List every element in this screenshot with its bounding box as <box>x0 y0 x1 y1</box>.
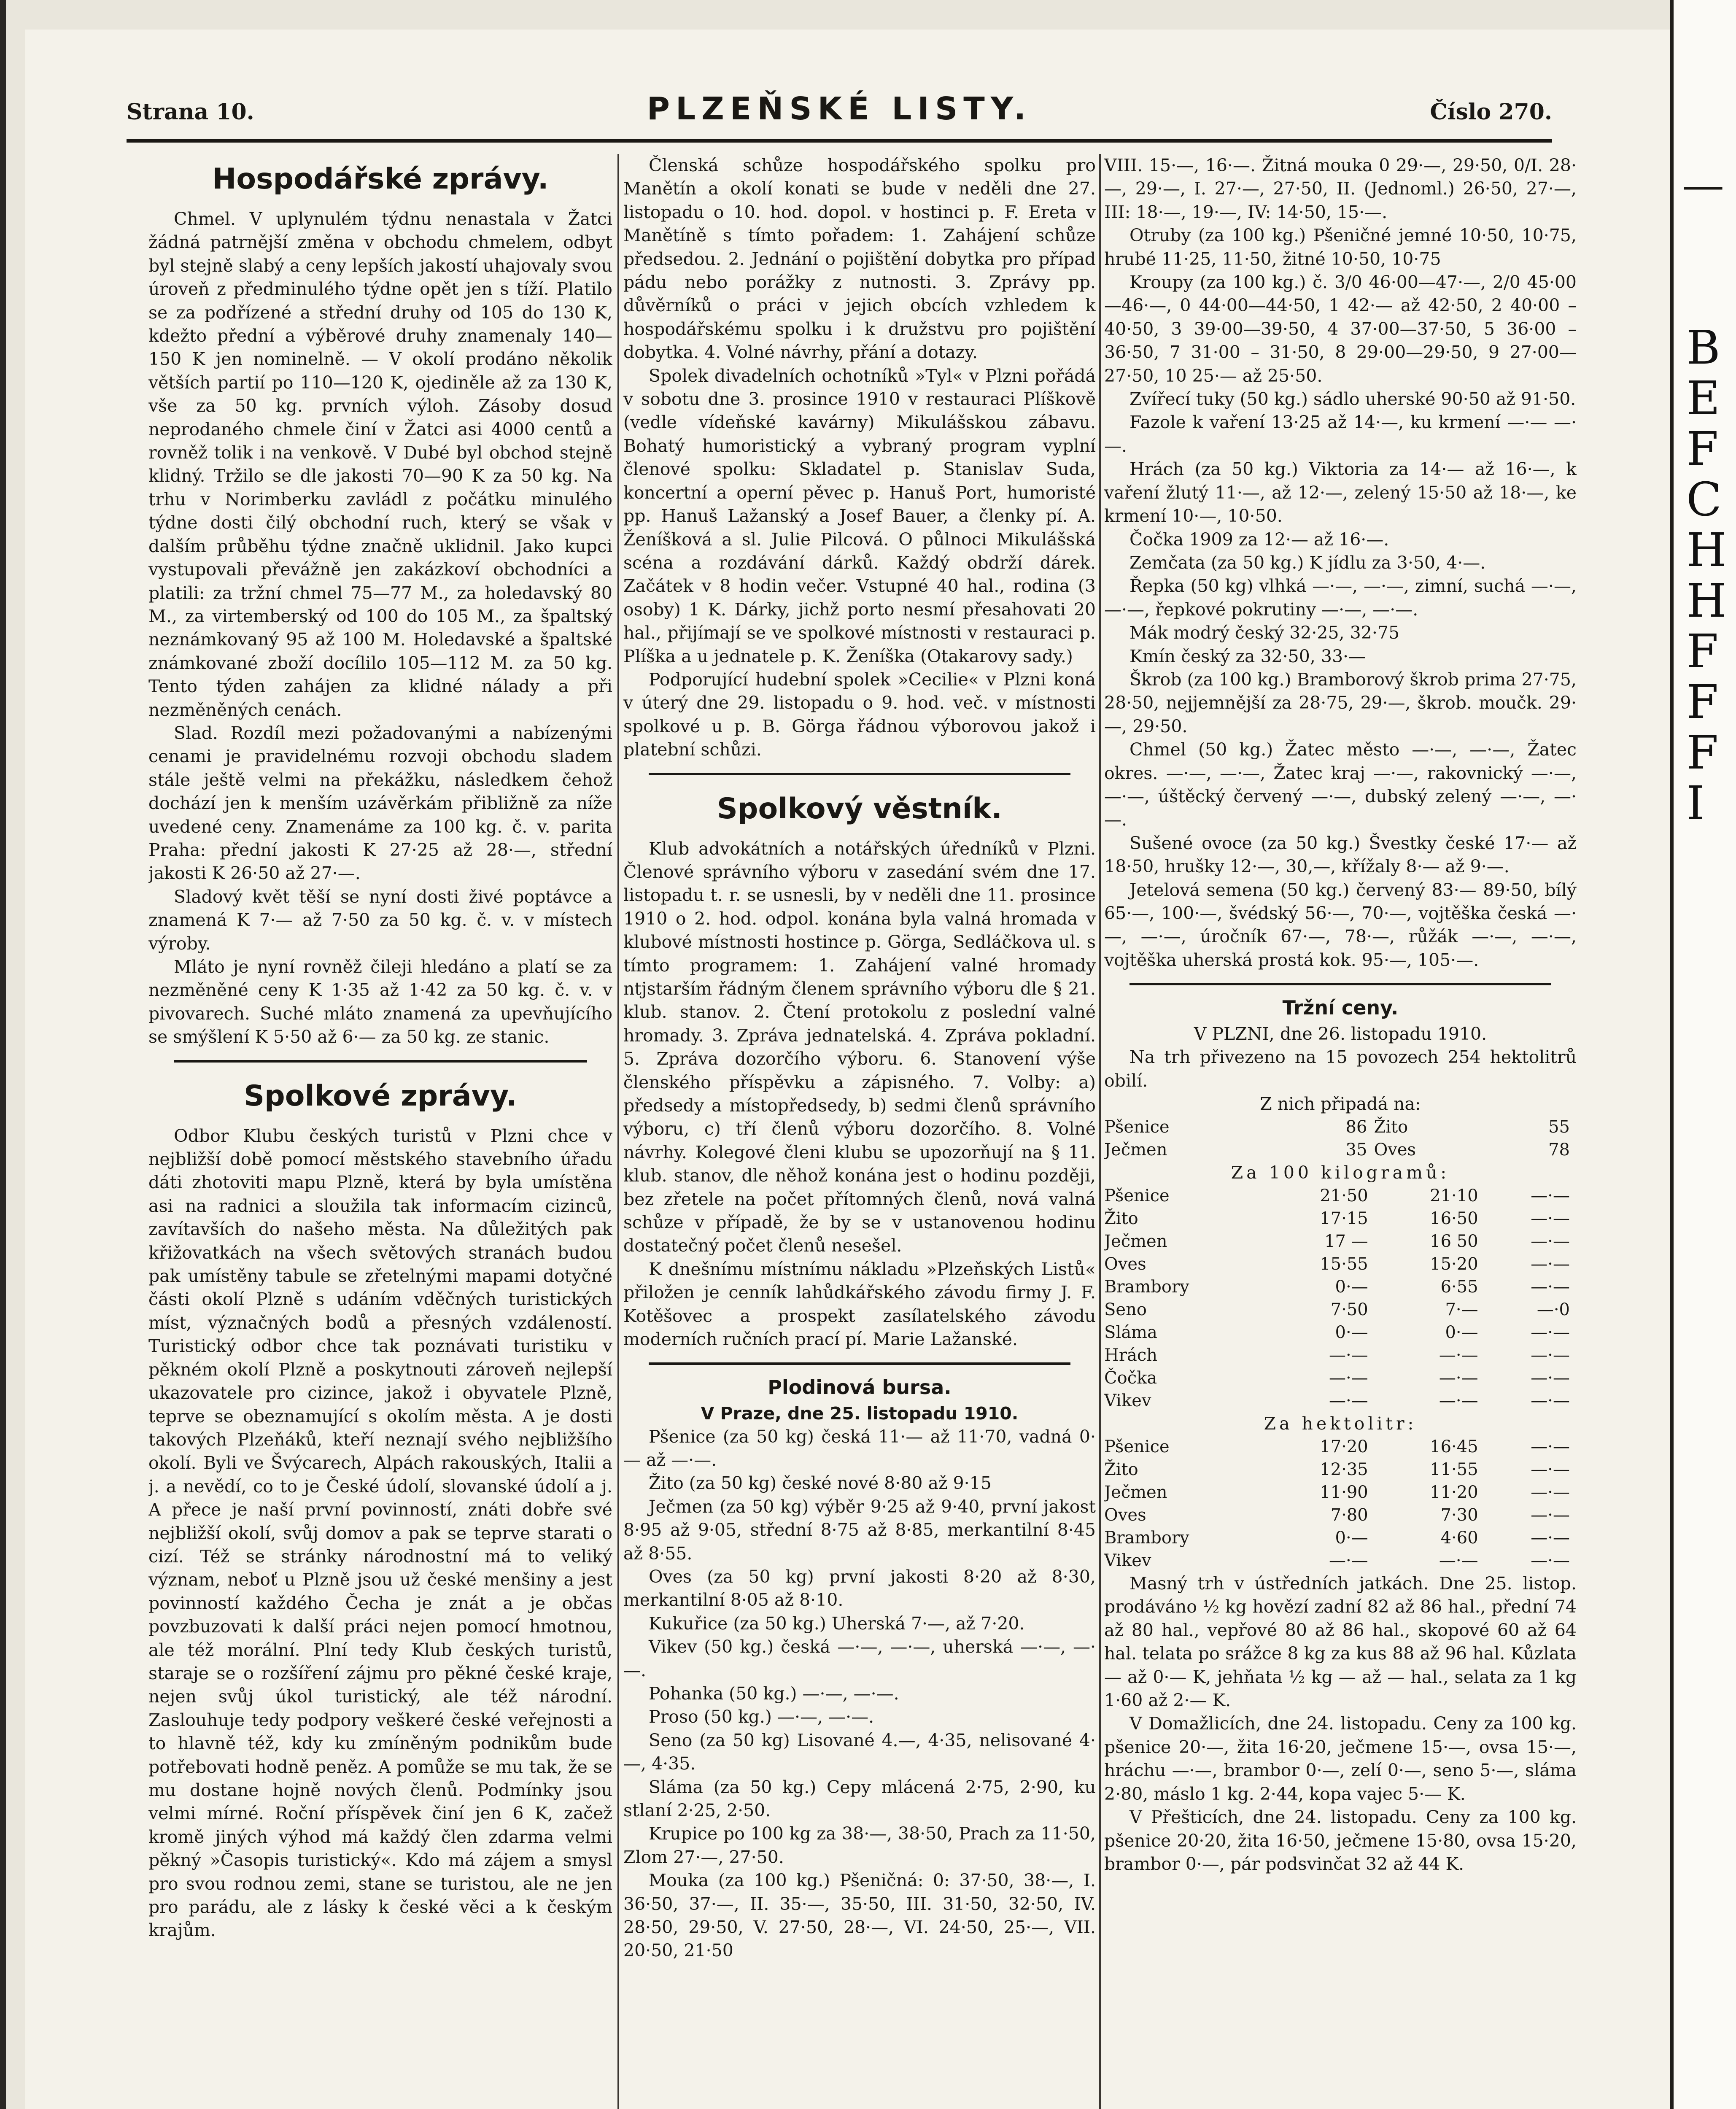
table-cell: —·— <box>1531 1232 1570 1251</box>
table-row <box>1104 1389 1577 1412</box>
price-entry: Čočka 1909 za 12·— až 16·—. <box>1129 529 1389 550</box>
table-cell: 16·50 <box>1430 1209 1478 1229</box>
table-cell: Žito <box>1104 1460 1138 1480</box>
table-cell: Oves <box>1104 1505 1146 1525</box>
section-title-bursa: Plodinová bursa. <box>768 1375 952 1399</box>
table-row <box>1104 1116 1577 1138</box>
table-cell: 0·— <box>1445 1323 1478 1343</box>
table-cell: Žito <box>1104 1209 1138 1229</box>
table-cell: 86 <box>1345 1117 1367 1137</box>
table-cell: Hrách <box>1104 1346 1158 1365</box>
table-cell: 11·55 <box>1430 1460 1478 1480</box>
table-cell: 17 — <box>1324 1232 1368 1251</box>
article-paragraph: Podporující hudební spolek »Cecilie« v Plzni koná v úterý dne 29. listopadu o 9. hod. več. v místnosti spolkové u p. B. Görga řádnou výborovou jakož i platební schůzi. <box>623 669 1096 760</box>
column-1 <box>148 154 612 2109</box>
strip-letter: C <box>1686 472 1722 526</box>
market-subhead: Z nich připadá na: <box>1260 1094 1421 1114</box>
price-entry: Chmel (50 kg.) Žatec město —·—, —·—, Žatec okres. —·—, —·—, Žatec kraj —·—, rakovnický —·—, —·—, úštěcký červený —·—, dubský zelený —·—, —·—. <box>1104 739 1577 830</box>
price-entry: Kukuřice (za 50 kg.) Uherská 7·—, až 7·20. <box>649 1613 1025 1634</box>
price-entry: Oves (za 50 kg) první jakosti 8·20 až 8·30, merkantilní 8·05 až 8·10. <box>623 1566 1096 1610</box>
table-cell: 78 <box>1548 1140 1570 1160</box>
article-paragraph: Klub advokátních a notářských úředníků v Plzni. Členové správního výboru v zasedání svém dne 17. listopadu t. r. se usnesli, by v neděli dne 11. prosince 1910 o 2. hod. odpol. konána byla valná hromada v klubové místnosti hostince p. Görga, Sedláčkova ul. s tímto programem: 1. Zahájení valné hromady ntjstarším řádným členem správního výboru dle § 21. klub. stanov. 2. Čtení protokolu z poslední valné hromady. 3. Zpráva jednatelská. 4. Zpráva pokladní. 5. Zpráva dozorčího výboru. 6. Stanovení výše členského příspěvku a zápisného. 7. Volby: a) předsedy a místopředsedy, b) sedmi členů správního výboru, c) tří členů výboru dozorčího. 8. Volné návrhy. Kolegové členi klubu se upozorňují na § 11. klub. stanov, dle něhož konána jest o hodinu později, bez zřetele na počet přítomných členů, nová valná schůze v případě, že by se v ustanovenou hodinu dostatečný počet členů nesešel. <box>623 838 1096 1256</box>
table-cell: —·— <box>1531 1254 1570 1274</box>
section-title-trzni-ceny: Tržní ceny. <box>1282 996 1399 1019</box>
table-cell: 15·55 <box>1320 1254 1368 1274</box>
table-cell: —·— <box>1329 1551 1368 1571</box>
table-cell: Vikev <box>1104 1391 1151 1411</box>
table-cell: —·— <box>1439 1368 1478 1388</box>
section-title-hospodarske: Hospodářské zprávy. <box>212 162 549 196</box>
price-table-kg <box>1104 1184 1577 1412</box>
article-paragraph: Odbor Klubu českých turistů v Plzni chce v nejbližší době pomocí městského stavebního úřadu dáti zhotoviti mapu Plzně, která by byla umístěna asi na radnici a sloužila tak informacím cizinců, zavítavších do našeho města. Na důležitých pak křižovatkách na všech světových stranách budou pak umístěny tabule se zřetelnými mapami dotyčné části okolí Plzně s udáním vděčných turistických míst, význačných bodů a přesných vzdáleností. Turistický odbor chce tak poznávati turistiku v pěkném okolí Plzně a poskytnouti zároveň nejlepší ukazovatele pro cizince, jakož i obyvatele Plzně, teprve se obeznamující s okolím města. A je dosti takových Plzeňáků, kteří neznají svého nejbližšího okolí. Byli ve Švýcarech, Alpách rakouských, Italii a j. a nevědí, co to je České údolí, slovanské údolí a j. A přece je naší první povinností, znáti dobře své nejbližší okolí, svůj domov a pak se teprve starati o cizí. Též se stránky národnostní má to veliký význam, neboť u Plzně jsou už české menšiny a jest povinností každého Čecha je znát a je občas povzbuzovati k další práci nejen pomocí hmotnou, ale též morální. Plní tedy Klub českých turistů, staraje se o rozšíření zájmu pro pěkné české kraje, nejen svůj úkol turistický, ale též národní. Zaslouhuje tedy podpory veškeré české veřejnosti a to hlavně též, kdy ku zmíněným podnikům bude potřebovati hodně peněz. A pomůže se mu tak, že se mu dostane hojně nových členů. Podmínky jsou velmi mírné. Roční příspěvek činí jen 6 K, začež kromě jiných výhod má každý člen zdarma velmi pěkný »Časopis turistický«. Kdo má zájem a smysl pro svou rodnou zemi, stane se turistou, ale ne jen pro parádu, ale z lásky k české věci a k českým krajům. <box>148 1125 612 1941</box>
table-cell: —·— <box>1531 1391 1570 1411</box>
adjacent-page-strip <box>1670 0 1736 2109</box>
table-row <box>1104 1253 1577 1276</box>
table-row <box>1104 1367 1577 1389</box>
strip-letter: E <box>1686 371 1720 425</box>
price-entry: Řepka (50 kg) vlhká —·—, —·—, zimní, suchá —·—, —·—, řepkové pokrutiny —·—, —·—. <box>1104 576 1577 620</box>
column-rule <box>1099 154 1101 2109</box>
table-cell: 21·10 <box>1430 1186 1478 1206</box>
table-caption: Za 100 kilogramů: <box>1231 1162 1450 1183</box>
article-paragraph: Sladový květ těší se nyní dosti živé poptávce a znamená K 7·— až 7·50 za 50 kg. č. v. v místech výroby. <box>148 886 612 954</box>
table-row <box>1104 1207 1577 1230</box>
article-paragraph: Spolek divadelních ochotníků »Tyl« v Plzni pořádá v sobotu dne 3. prosince 1910 v restauraci Plíškově (vedle vídeňské kavárny) Mikulášskou zábavu. Bohatý humoristický a vybraný program vyplní členové spolku: Skladatel p. Stanislav Suda, koncertní a operní pěvec p. Hanuš Port, humoristé pp. Hanuš Lažanský a Josef Bauer, a členky pí. A. Ženíšková a sl. Julie Pilcová. O půlnoci Mikulášská scéna a rozdávání dárků. Každý obdrží dárek. Začátek v 8 hodin večer. Vstupné 40 hal., rodina (3 osoby) 1 K. Dárky, jichž porto nesmí přesahovati 20 hal., přijímají se ve spolkové místnosti v restauraci p. Plíška a u jednatele p. K. Ženíška (Otakarovy sady.) <box>623 365 1096 666</box>
table-cell: —·— <box>1531 1209 1570 1229</box>
table-cell: Ječmen <box>1104 1232 1167 1251</box>
strip-dash: — <box>1682 160 1724 210</box>
page-header <box>127 82 1552 133</box>
table-cell: 7·50 <box>1330 1300 1368 1320</box>
price-table-hl <box>1104 1435 1577 1572</box>
table-cell: Pšenice <box>1104 1437 1170 1457</box>
price-entry: Fazole k vaření 13·25 až 14·—, ku krmení —·— —·—. <box>1104 412 1577 456</box>
price-entry: Otruby (za 100 kg.) Pšeničné jemné 10·50, 10·75, hrubé 11·25, 11·50, žitné 10·50, 10·75 <box>1104 225 1577 269</box>
table-cell: Ječmen <box>1104 1140 1167 1160</box>
section-divider <box>1129 983 1551 985</box>
table-cell: Sláma <box>1104 1323 1157 1343</box>
column-2 <box>623 154 1096 2109</box>
price-entry: Pohanka (50 kg.) —·—, —·—. <box>649 1683 899 1704</box>
issue-number: Číslo 270. <box>1430 99 1552 125</box>
table-cell: —·— <box>1531 1528 1570 1548</box>
strip-letter: F <box>1686 624 1719 678</box>
table-row <box>1104 1298 1577 1321</box>
section-divider <box>174 1060 587 1063</box>
table-cell: 0·— <box>1335 1277 1368 1297</box>
table-cell: —·— <box>1531 1460 1570 1480</box>
table-cell: 11·90 <box>1320 1483 1368 1502</box>
market-report: Masný trh v ústředních jatkách. Dne 25. listop. prodáváno ½ kg hovězí zadní 82 až 86 hal., přední 74 až 80 hal., vepřové 80 až 86 hal., skopové 60 až 64 hal. telata po srážce 8 kg za kus 88 až 96 hal. Kůzlata — až 0·— K, jehňata ½ kg — až — hal., selata za 1 kg 1·60 až 2·— K. <box>1104 1573 1577 1711</box>
table-cell: 7·30 <box>1440 1505 1478 1525</box>
section-title-spolkovy-vestnik: Spolkový věstník. <box>717 792 1003 825</box>
table-cell: 11·20 <box>1430 1483 1478 1502</box>
table-cell: —·— <box>1439 1346 1478 1365</box>
table-cell: —·— <box>1531 1346 1570 1365</box>
price-entry: Pšenice (za 50 kg) česká 11·— až 11·70, vadná 0·— až —·—. <box>623 1426 1096 1470</box>
price-entry: Zemčata (za 50 kg.) K jídlu za 3·50, 4·—. <box>1129 552 1486 573</box>
table-cell: —·— <box>1531 1186 1570 1206</box>
table-row <box>1104 1344 1577 1367</box>
table-cell: 7·— <box>1445 1300 1478 1320</box>
table-cell: Pšenice <box>1104 1186 1170 1206</box>
price-entry: Sláma (za 50 kg.) Cepy mlácená 2·75, 2·90, ku stlaní 2·25, 2·50. <box>623 1777 1096 1820</box>
price-entry: Kmín český za 32·50, 33·— <box>1129 646 1366 666</box>
table-row <box>1104 1549 1577 1572</box>
price-entry: Mák modrý český 32·25, 32·75 <box>1129 623 1400 643</box>
table-row <box>1104 1276 1577 1298</box>
price-entry: Hrách (za 50 kg.) Viktoria za 14·— až 16·—, k vaření žlutý 11·—, až 12·—, zelený 15·50 až 18·—, ke krmení 10·—, 10·50. <box>1104 459 1577 526</box>
article-paragraph: Mláto je nyní rovněž čileji hledáno a platí se za nezměněné ceny K 1·35 až 1·42 za 50 kg. č. v. v pivovarech. Suché mláto znamená za upevňujícího se smýšlení K 5·50 až 6·— za 50 kg. ze stanic. <box>148 957 612 1047</box>
price-entry: Seno (za 50 kg) Lisované 4.—, 4·35, nelisované 4·—, 4·35. <box>623 1730 1096 1774</box>
market-report: V Domažlicích, dne 24. listopadu. Ceny za 100 kg. pšenice 20·—, žita 16·20, ječmene 15·—, ovsa 15·—, hráchu —·—, brambor 0·—, zelí 0·—, seno 5·—, sláma 2·80, máslo 1 kg. 2·44, kopa vajec 5·— K. <box>1104 1713 1577 1804</box>
strip-letter: B <box>1686 321 1720 375</box>
table-cell: —·— <box>1329 1391 1368 1411</box>
price-entry: Kroupy (za 100 kg.) č. 3/0 46·00—47·—, 2/0 45·00—46·—, 0 44·00—44·50, 1 42·— až 42·50, 2 40·00 – 40·50, 3 39·00—39·50, 4 37·00—37·50, 5 36·00 – 36·50, 7 31·00 – 31·50, 8 29·00—29·50, 9 27·00—27·50, 10 25·— až 25·50. <box>1104 272 1577 386</box>
table-cell: —·— <box>1531 1483 1570 1502</box>
table-cell: Brambory <box>1104 1277 1189 1297</box>
table-cell: Žito <box>1374 1117 1408 1137</box>
table-cell: —·— <box>1329 1346 1368 1365</box>
table-cell: 16·45 <box>1430 1437 1478 1457</box>
table-cell: Brambory <box>1104 1528 1189 1548</box>
table-row <box>1104 1526 1577 1549</box>
table-cell: —·— <box>1531 1437 1570 1457</box>
table-cell: Čočka <box>1104 1368 1157 1388</box>
article-paragraph: Slad. Rozdíl mezi požadovanými a nabízenými cenami je pravidelnému rozvoji obchodu sladem stále ještě velmi na překážku, následkem čehož dochází jen k menším uzávěrkám přibližně za níže uvedené ceny. Znamenáme za 100 kg. č. v. parita Praha: přední jakosti K 27·25 až 28·—, střední jakosti K 26·50 až 27·—. <box>148 723 612 884</box>
table-cell: 16 50 <box>1430 1232 1478 1251</box>
price-entry: VIII. 15·—, 16·—. Žitná mouka 0 29·—, 29·50, 0/I. 28·—, 29·—, I. 27·—, 27·50, II. (Jednoml.) 26·50, 27·—, III: 18·—, 19·—, IV: 14·50, 15·—. <box>1104 155 1577 222</box>
price-entry: Žito (za 50 kg) české nové 8·80 až 9·15 <box>649 1473 992 1494</box>
strip-letter: F <box>1686 725 1719 779</box>
page-number: Strana 10. <box>127 99 254 125</box>
table-row <box>1104 1184 1577 1207</box>
table-row <box>1104 1321 1577 1344</box>
table-cell: —·— <box>1439 1391 1478 1411</box>
price-entry: Jetelová semena (50 kg.) červený 83·— 89·50, bílý 65·—, 100·—, švédský 56·—, 70·—, vojtěška česká —·—, —·—, úročník 67·—, 78·—, růžák —·—, —·—, vojtěška uherská prostá kok. 95·—, 105·—. <box>1104 879 1577 970</box>
price-entry: Krupice po 100 kg za 38·—, 38·50, Prach za 11·50, Zlom 27·—, 27·50. <box>623 1823 1096 1867</box>
strip-letter: H <box>1686 574 1727 628</box>
article-paragraph: Chmel. V uplynulém týdnu nenastala v Žatci žádná patrnější změna v obchodu chmelem, odbyt byl stejně slabý a ceny lepších jakostí uhajovaly svou úroveň z předminulého týdne opět jen s tíží. Platilo se za podřízené a střední druhy od 105 do 130 K, kdežto přední a výběrové druhy znamenaly 140—150 K jen nominelně. — V okolí prodáno několik větších partií po 110—120 K, ojediněle až za 130 K, vše za 50 kg. prvních výloh. Zásoby dosud neprodaného chmele činí v Žatci asi 4000 centů a rovněž tolik i na venkově. V Dubé byl obchod stejně klidný. Tržilo se dle jakosti 70—90 K za 50 kg. Na trhu v Norimberku zavládl z počátku minulého týdne dosti čilý obchodní ruch, který se však v dalším průběhu týdne značně uklidnil. Jako kupci vystupovali převážně jen zakázkoví obchodníci a platili: za tržní chmel 75—77 M., za holedavský 80 M., za virtemberský od 100 do 105 M., za špaltský neznámkovaný 95 až 100 M. Holedavské a špaltské známkované zboží docílilo 105—112 M. za 50 kg. Tento týden zahájen za klidné nálady a při nezměněných cenách. <box>148 209 612 720</box>
price-entry: Škrob (za 100 kg.) Bramborový škrob prima 27·75, 28·50, nejjemnější za 28·75, 29·—, škrob. moučk. 29·—, 29·50. <box>1104 669 1577 736</box>
table-cell: Pšenice <box>1104 1117 1170 1137</box>
table-cell: —·— <box>1531 1505 1570 1525</box>
table-cell: 55 <box>1548 1117 1570 1137</box>
table-cell: 21·50 <box>1320 1186 1368 1206</box>
table-row <box>1104 1138 1577 1161</box>
table-caption: Za hektolitr: <box>1264 1413 1417 1434</box>
table-cell: Ječmen <box>1104 1483 1167 1502</box>
price-entry: Ječmen (za 50 kg) výběr 9·25 až 9·40, první jakost 8·95 až 9·05, střední 8·75 až 8·85, merkantilní 8·45 až 8·55. <box>623 1496 1096 1564</box>
section-title-spolkove-zpravy: Spolkové zprávy. <box>244 1079 517 1113</box>
scan-edge <box>0 0 6 2109</box>
column-rule <box>617 154 619 2109</box>
strip-letter: F <box>1686 422 1719 476</box>
header-rule <box>127 139 1552 143</box>
table-row <box>1104 1504 1577 1526</box>
table-cell: 12·35 <box>1320 1460 1368 1480</box>
market-report: V Přešticích, dne 24. listopadu. Ceny za 100 kg. pšenice 20·20, žita 16·50, ječmene 15·80, ovsa 15·20, brambor 0·—, pár podsvinčat 32 až 44 K. <box>1104 1807 1577 1874</box>
section-divider <box>649 1362 1070 1365</box>
table-cell: 0·— <box>1335 1323 1368 1343</box>
table-cell: 17·15 <box>1320 1209 1368 1229</box>
strip-letter: I <box>1686 776 1705 830</box>
table-cell: —·— <box>1439 1551 1478 1571</box>
table-cell: 4·60 <box>1440 1528 1478 1548</box>
article-paragraph: Členská schůze hospodářského spolku pro Manětín a okolí konati se bude v neděli dne 27. listopadu o 10. hod. dopol. v hostinci p. F. Ereta v Manětíně s tímto pořadem: 1. Zahájení schůze předsedou. 2. Jednání o pojištění dobytka pro případ pádu nebo porážky z nutnosti. 3. Zprávy pp. důvěrníků o práci v jejich obcích vzhledem k hospodářskému spolku i k družstvu pro pojištění dobytka. 4. Volné návrhy, přání a dotazy. <box>623 155 1096 363</box>
table-row <box>1104 1481 1577 1504</box>
article-paragraph: K dnešnímu místnímu nákladu »Plzeňských Listů« přiložen je cenník lahůdkářského závodu firmy J. F. Kotěšovec a prospekt zasílatelského závodu moderních ručních prací pí. Marie Lažanské. <box>623 1259 1096 1350</box>
masthead-title: PLZEŇSKÉ LISTY. <box>647 91 1032 127</box>
table-cell: 6·55 <box>1440 1277 1478 1297</box>
table-cell: —·— <box>1531 1323 1570 1343</box>
price-entry: Vikev (50 kg.) česká —·—, —·—, uherská —·—, —·—. <box>623 1637 1096 1680</box>
table-cell: 35 <box>1345 1140 1367 1160</box>
table-cell: —·0 <box>1537 1300 1570 1320</box>
price-entry: Sušené ovoce (za 50 kg.) Švestky české 17·— až 18·50, hrušky 12·—, 30,—, křížaly 8·— až 9·—. <box>1104 833 1577 877</box>
price-entry: Mouka (za 100 kg.) Pšeničná: 0: 37·50, 38·—, I. 36·50, 37·—, II. 35·—, 35·50, III. 31·50, 32·50, IV. 28·50, 29·50, V. 27·50, 28·—, VI. 24·50, 25·—, VII. 20·50, 21·50 <box>623 1870 1096 1961</box>
price-entry: Zvířecí tuky (50 kg.) sádlo uherské 90·50 až 91·50. <box>1129 389 1576 410</box>
table-cell: 15·20 <box>1430 1254 1478 1274</box>
table-cell: Seno <box>1104 1300 1147 1320</box>
table-cell: Oves <box>1374 1140 1416 1160</box>
strip-letter: H <box>1686 523 1727 577</box>
table-cell: —·— <box>1531 1277 1570 1297</box>
strip-letter: F <box>1686 675 1719 729</box>
price-entry: Proso (50 kg.) —·—, —·—. <box>649 1707 874 1727</box>
table-cell: —·— <box>1531 1551 1570 1571</box>
market-dateline: V PLZNI, dne 26. listopadu 1910. <box>1194 1024 1487 1044</box>
table-cell: Vikev <box>1104 1551 1151 1571</box>
table-row <box>1104 1435 1577 1458</box>
table-cell: —·— <box>1329 1368 1368 1388</box>
column-3 <box>1104 154 1577 2109</box>
count-table <box>1104 1116 1577 1161</box>
market-intro: Na trh přivezeno na 15 povozech 254 hektolitrů obilí. <box>1104 1047 1577 1091</box>
bursa-dateline: V Praze, dne 25. listopadu 1910. <box>701 1403 1019 1424</box>
table-cell: 7·80 <box>1330 1505 1368 1525</box>
table-row <box>1104 1230 1577 1253</box>
table-cell: 0·— <box>1335 1528 1368 1548</box>
table-cell: Oves <box>1104 1254 1146 1274</box>
table-cell: 17·20 <box>1320 1437 1368 1457</box>
table-cell: —·— <box>1531 1368 1570 1388</box>
table-row <box>1104 1458 1577 1481</box>
section-divider <box>649 773 1070 775</box>
